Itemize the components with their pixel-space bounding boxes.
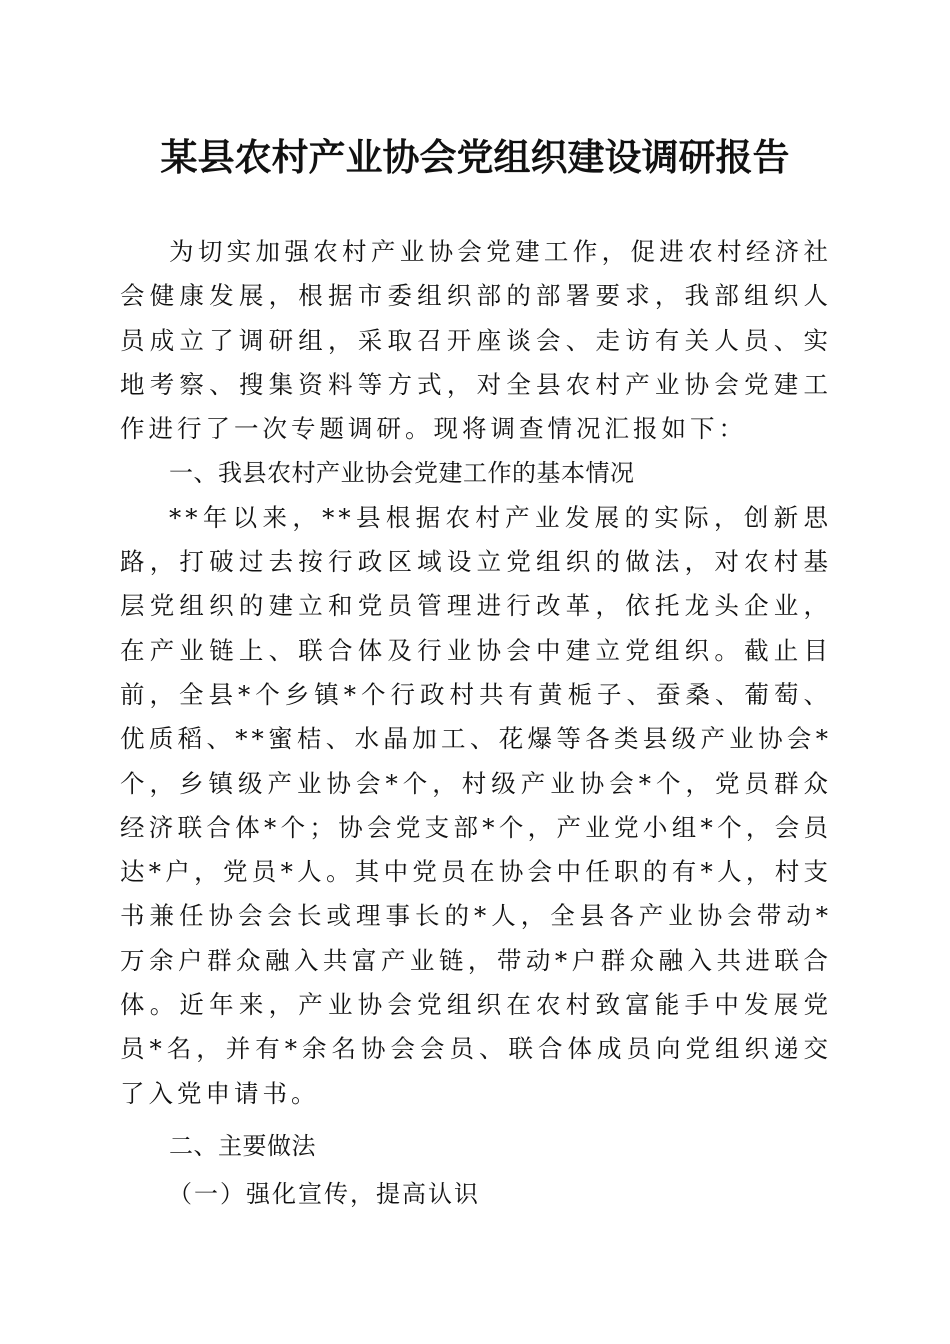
intro-paragraph: 为切实加强农村产业协会党建工作，促进农村经济社会健康发展，根据市委组织部的部署要求，我部组织人员成立了调研组，采取召开座谈会、走访有关人员、实地考察、搜集资料等方式，对全县农村产业协会党建工作进行了一次专题调研。现将调查情况汇报如下： xyxy=(120,237,832,444)
section-2-subheading: （一）强化宣传，提高认识 xyxy=(168,1180,480,1209)
section-2-heading: 二、主要做法 xyxy=(169,1131,316,1160)
document-body xyxy=(120,230,832,1216)
section-1-paragraph: **年以来，**县根据农村产业发展的实际，创新思路，打破过去按行政区域设立党组织的做法，对农村基层党组织的建立和党员管理进行改革，依托龙头企业，在产业链上、联合体及行业协会中建立党组织。截止目前，全县*个乡镇*个行政村共有黄栀子、蚕桑、葡萄、优质稻、**蜜桔、水晶加工、花爆等各类县级产业协会*个，乡镇级产业协会*个，村级产业协会*个，党员群众经济联合体*个；协会党支部*个，产业党小组*个，会员达*户，党员*人。其中党员在协会中任职的有*人，村支书兼任协会会长或理事长的*人，全县各产业协会带动*万余户群众融入共富产业链，带动*户群众融入共进联合体。近年来，产业协会党组织在农村致富能手中发展党员*名，并有*余名协会会员、联合体成员向党组织递交了入党申请书。 xyxy=(120,502,832,1108)
section-1-heading: 一、我县农村产业协会党建工作的基本情况 xyxy=(169,459,635,488)
document-title: 某县农村产业协会党组织建设调研报告 xyxy=(160,136,790,179)
